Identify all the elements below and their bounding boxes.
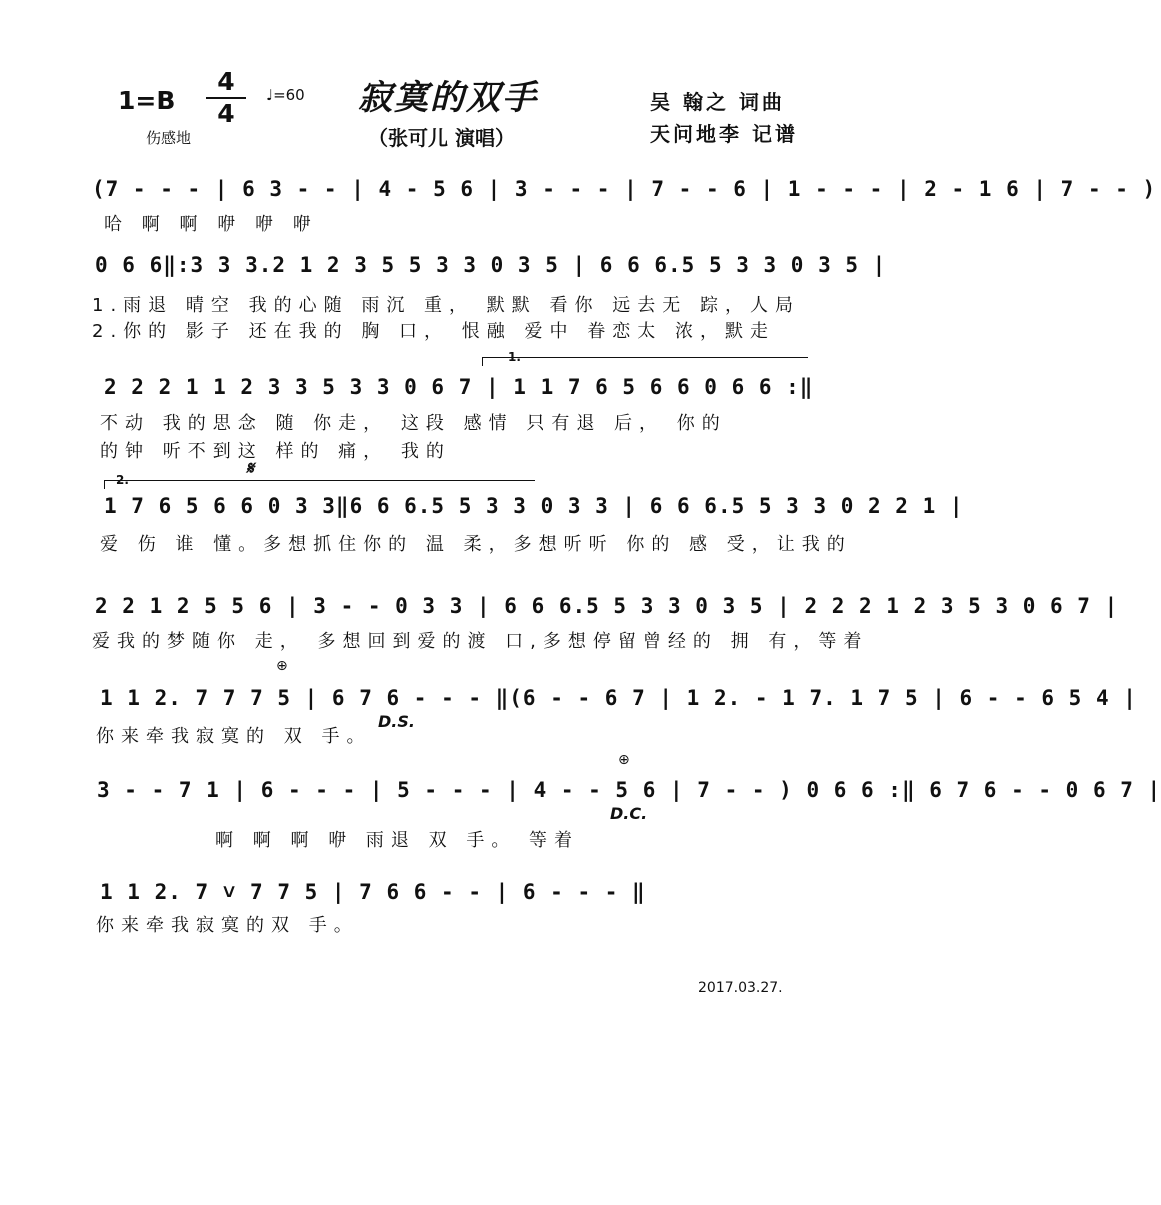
lyrics-line-2a: 1.雨退 晴空 我的心随 雨沉 重， 默默 看你 远去无 踪，人局: [92, 295, 800, 316]
key-signature: 1=B: [118, 86, 176, 115]
expression-marking: 伤感地: [146, 129, 192, 147]
notation-line-6: 1 1 2. 7 7 7 5 | 6 7 6 - - - ‖(6 - - 6 7 | 1 2. - 1 7. 1 7 5 | 6 - - 6 5 4 |: [100, 686, 1137, 710]
transcriber-credit: 天问地李 记谱: [650, 122, 798, 146]
notation-line-4: 1 7 6 5 6 6 0 3 3‖6 6 6.5 5 3 3 0 3 3 | 6 6 6.5 5 3 3 0 2 2 1 |: [104, 494, 964, 518]
da-capo-mark: D.C.: [610, 804, 648, 823]
lyrics-line-1: 哈 啊 啊 咿 咿 咿: [104, 214, 318, 235]
time-signature-top: 4: [217, 67, 235, 96]
coda-sign-2: ⊕: [618, 752, 630, 768]
time-signature-bottom: 4: [217, 99, 235, 128]
notation-line-1: (7 - - - | 6 3 - - | 4 - 5 6 | 3 - - - | 7 - - 6 | 1 - - - | 2 - 1 6 | 7 - - ): [92, 177, 1157, 201]
notation-line-2: 0 6 6‖:3 3 3.2 1 2 3 5 5 3 3 0 3 5 | 6 6 6.5 5 3 3 0 3 5 |: [95, 253, 887, 277]
performer-credit: （张可儿 演唱）: [368, 126, 515, 150]
date-stamp: 2017.03.27.: [698, 980, 783, 996]
lyrics-line-4: 爱 伤 谁 懂。多想抓住你的 温 柔，多想听听 你的 感 受，让我的: [100, 534, 852, 555]
notation-line-5: 2 2 1 2 5 5 6 | 3 - - 0 3 3 | 6 6 6.5 5 3 3 0 3 5 | 2 2 2 1 2 3 5 3 0 6 7 |: [95, 594, 1119, 618]
coda-sign-1: ⊕: [276, 658, 288, 674]
song-title: 寂寞的双手: [358, 78, 538, 118]
first-ending-bracket: [482, 357, 808, 366]
lyrics-line-6: 你来牵我寂寞的 双 手。: [96, 726, 372, 747]
notation-line-8: 1 1 2. 7 ˅ 7 7 5 | 7 6 6 - - | 6 - - - ‖: [100, 880, 646, 904]
lyrics-line-5: 爱我的梦随你 走， 多想回到爱的渡 口,多想停留曾经的 拥 有，等着: [92, 631, 869, 652]
time-signature: [206, 68, 246, 128]
second-ending-label: 2.: [116, 473, 129, 487]
segno-sign: 𝄋: [246, 458, 254, 479]
lyrics-line-7: 啊 啊 啊 咿 雨退 双 手。 等着: [215, 830, 580, 851]
notation-line-7: 3 - - 7 1 | 6 - - - | 5 - - - | 4 - - 5 6 | 7 - - ) 0 6 6 :‖ 6 7 6 - - 0 6 7 |: [97, 778, 1161, 802]
lyrics-line-2b: 2.你的 影子 还在我的 胸 口， 恨融 爱中 眷恋太 浓，默走: [92, 321, 775, 342]
first-ending-label: 1.: [508, 350, 521, 364]
lyrics-line-3b: 的钟 听不到这 样的 痛， 我的: [100, 441, 451, 462]
dal-segno-mark: D.S.: [378, 712, 415, 731]
tempo-marking: ♩=60: [266, 86, 305, 104]
lyrics-line-8: 你来牵我寂寞的双 手。: [96, 915, 359, 936]
notation-line-3: 2 2 2 1 1 2 3 3 5 3 3 0 6 7 | 1 1 7 6 5 6 6 0 6 6 :‖: [104, 375, 814, 399]
lyrics-line-3a: 不动 我的思念 随 你走， 这段 感情 只有退 后， 你的: [100, 413, 727, 434]
second-ending-bracket: [104, 480, 535, 489]
composer-credit: 吴 翰之 词曲: [650, 90, 785, 114]
